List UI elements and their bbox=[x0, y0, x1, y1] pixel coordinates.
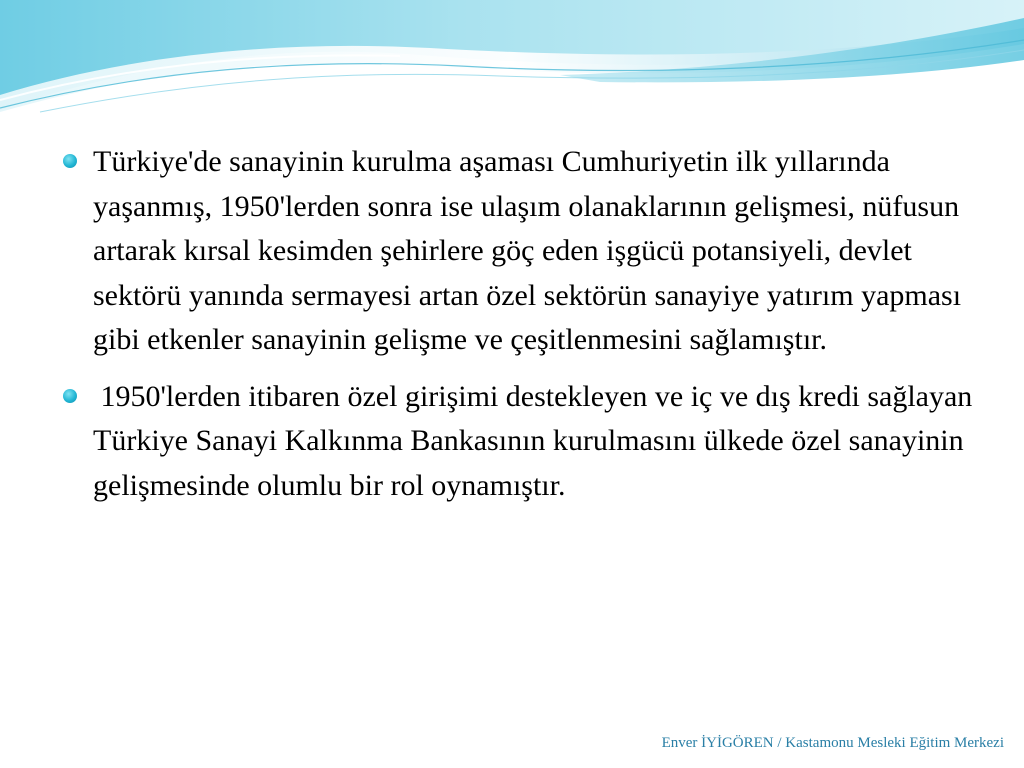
slide-footer: Enver İYİGÖREN / Kastamonu Mesleki Eğitim Merkezi bbox=[661, 735, 1004, 751]
header-wave-decoration bbox=[0, 0, 1024, 130]
bullet-text: 1950'lerden itibaren özel girişimi destekleyen ve iç ve dış kredi sağlayan Türkiye Sanayi Kalkınma Bankasının kurulmasını ülkede özel sanayinin gelişmesinde olumlu bir rol oynamıştır. bbox=[93, 379, 980, 502]
bullet-item bbox=[60, 140, 980, 363]
bullet-list bbox=[60, 140, 980, 508]
slide-content bbox=[60, 140, 980, 520]
bullet-text: Türkiye'de sanayinin kurulma aşaması Cumhuriyetin ilk yıllarında yaşanmış, 1950'lerden sonra ise ulaşım olanaklarının gelişmesi, nüfusun artarak kırsal kesimden şehirlere göç eden işgücü potansiyeli, devlet sektörü yanında sermayesi artan özel sektörün sanayiye yatırım yapması gibi etkenler sanayinin gelişme ve çeşitlenmesini sağlamıştır. bbox=[93, 145, 962, 356]
bullet-item bbox=[60, 375, 980, 509]
bullet-dot-icon bbox=[63, 154, 77, 168]
bullet-dot-icon bbox=[63, 389, 77, 403]
